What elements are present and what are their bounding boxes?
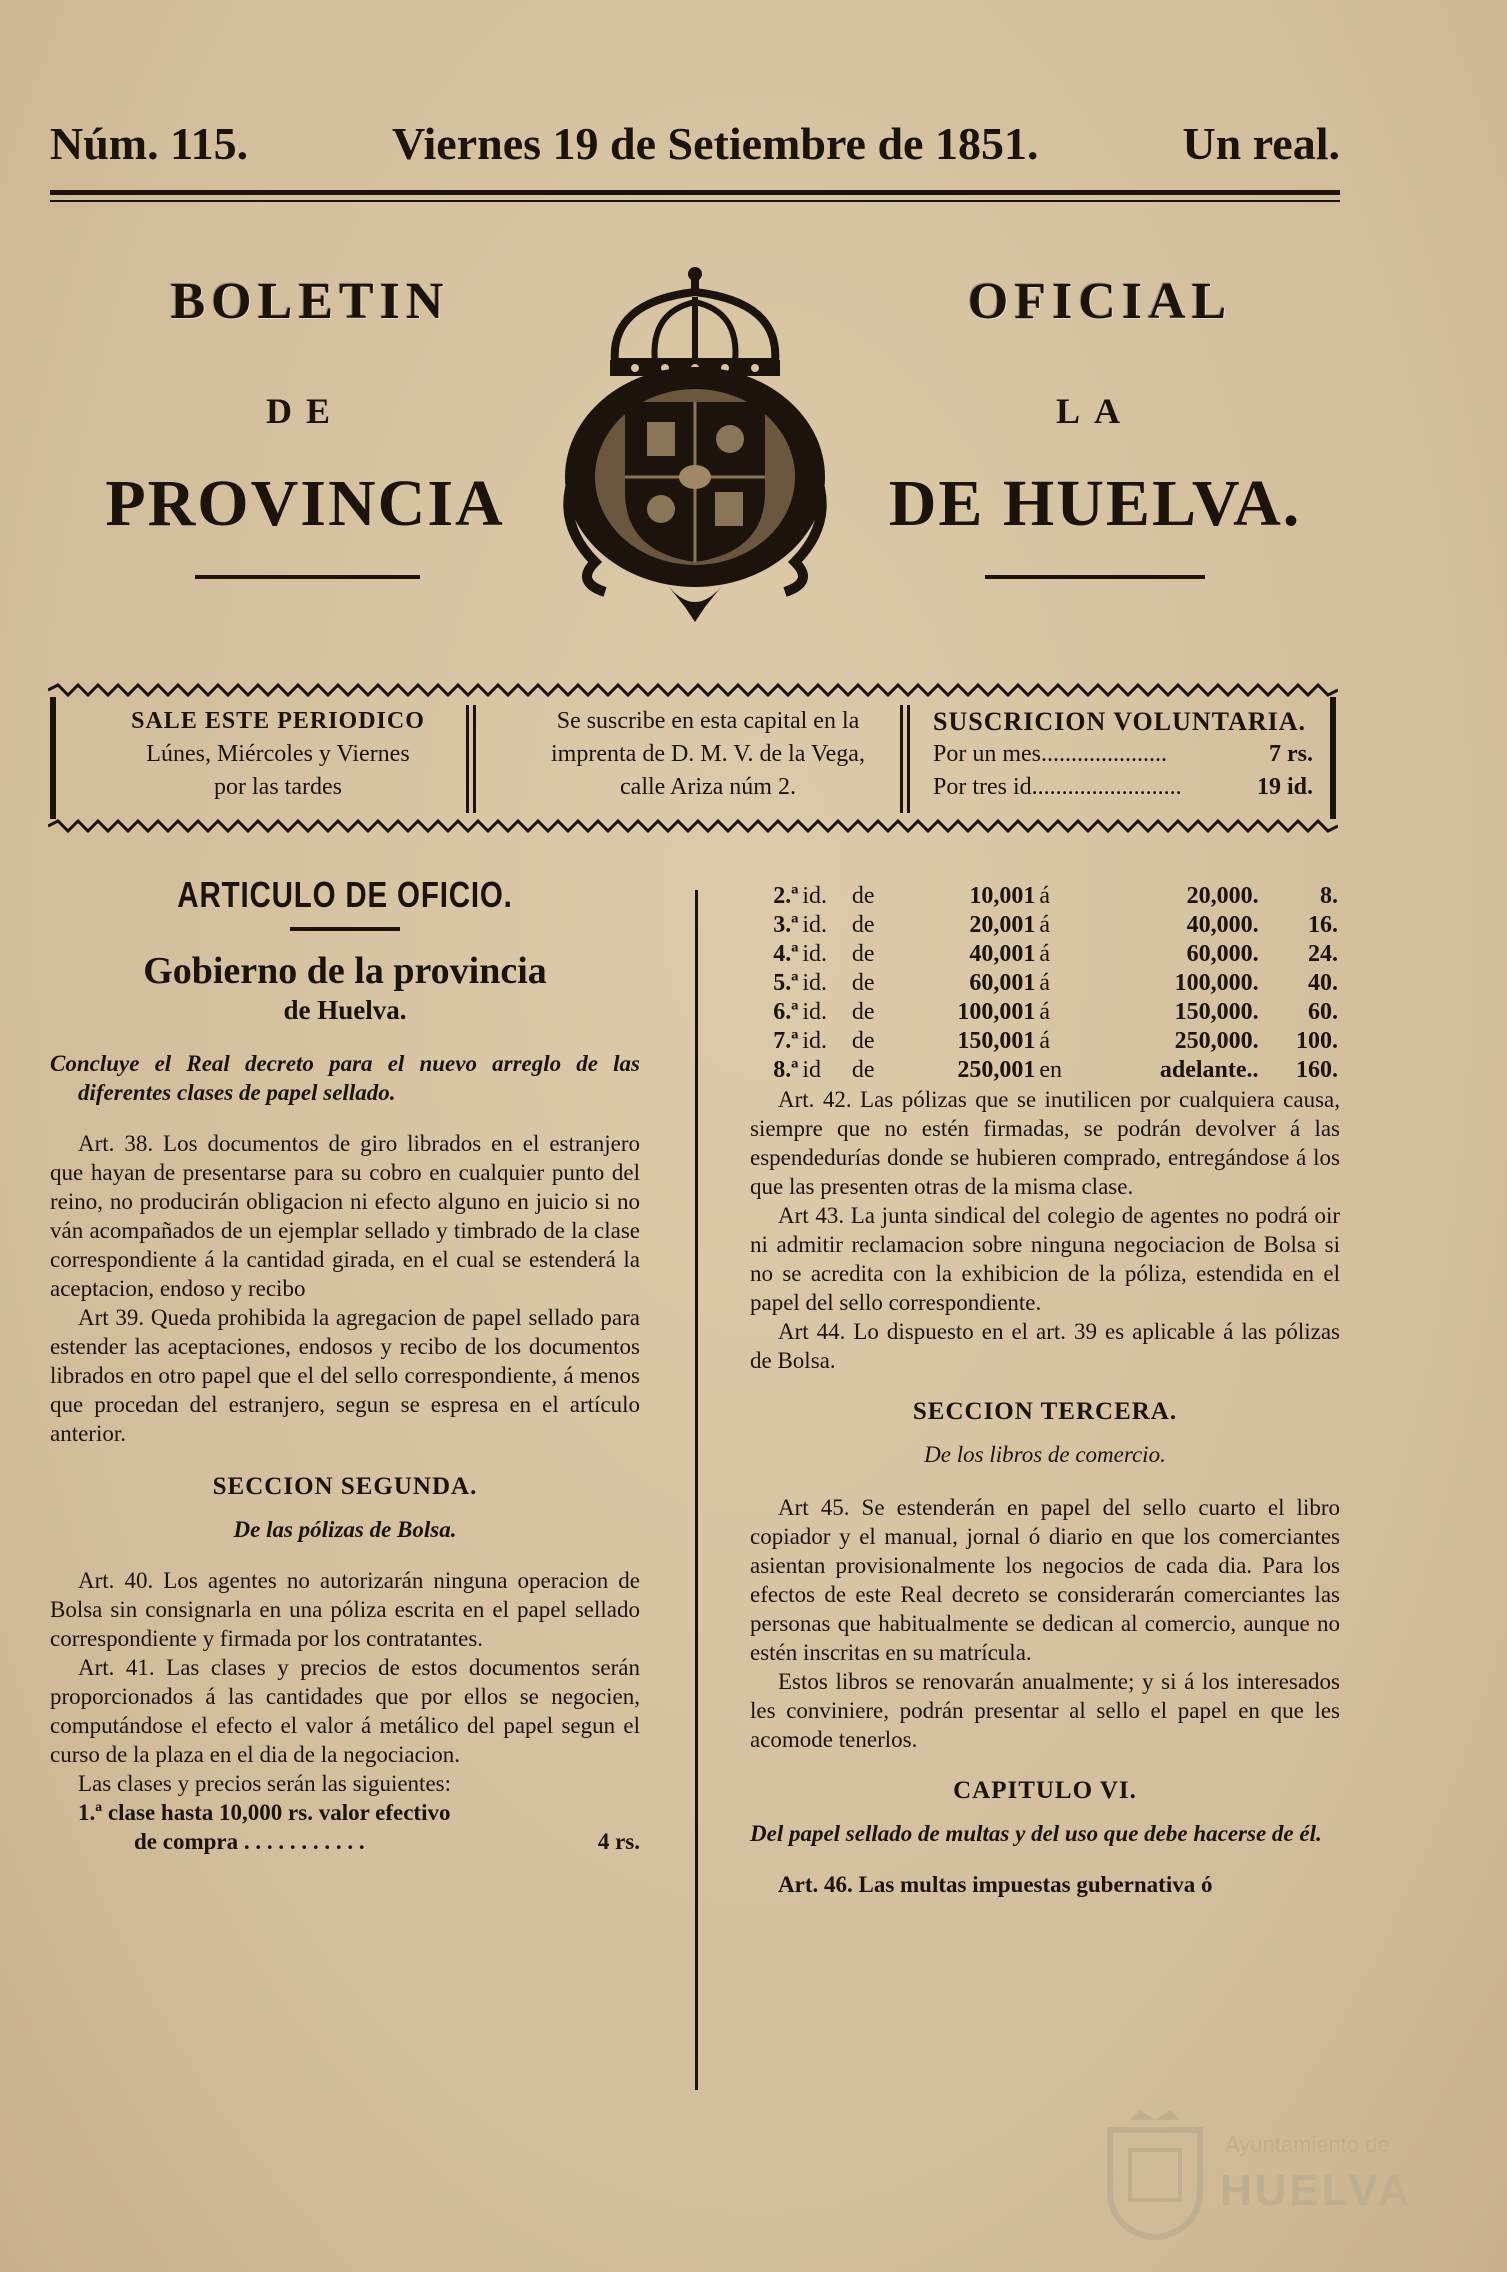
- rate-row: [750, 1056, 1340, 1085]
- rate-class: 5.ª: [773, 970, 799, 996]
- rate-class: 2.ª: [773, 883, 799, 909]
- rate-de: de: [851, 912, 875, 938]
- infobox-left-border: [50, 697, 56, 819]
- title-boletin: BOLETIN: [170, 273, 450, 330]
- rate-price: 60.: [1308, 999, 1338, 1025]
- zigzag-border-top: [48, 683, 1338, 697]
- rate-to: adelante..: [1159, 1057, 1259, 1083]
- rate-id: id.: [802, 912, 828, 938]
- decree-intro: Concluye el Real decreto para el nuevo arreglo de las diferentes clases de papel sellado.: [50, 1051, 640, 1105]
- rate-a: á: [1039, 883, 1051, 909]
- coat-of-arms-icon: [555, 262, 835, 622]
- rate-de: de: [851, 1028, 875, 1054]
- watermark-city: HUELVA: [1220, 2166, 1413, 2215]
- title-provincia: PROVINCIA: [105, 467, 505, 540]
- info-price-row-month: [933, 738, 1313, 771]
- price-value-month: 7 rs.: [1269, 741, 1313, 767]
- chapter-six-subheading: Del papel sellado de multas y del uso que debe hacerse de él.: [750, 1821, 1322, 1846]
- rate-id: id: [802, 1057, 822, 1083]
- infobox-right-border: [1330, 697, 1336, 819]
- rates-table: [750, 882, 1340, 1085]
- rate-de: de: [851, 1057, 875, 1083]
- article-44: Art 44. Lo dispuesto en el art. 39 es aplicable á las pólizas de Bolsa.: [750, 1319, 1340, 1373]
- rate-from: 40,001: [969, 941, 1036, 967]
- info-schedule-title: SALE ESTE PERIODICO: [131, 708, 425, 734]
- rate-to: 100,000.: [1174, 970, 1259, 996]
- rate-de: de: [851, 883, 875, 909]
- class-1-purchase: de compra . . . . . . . . . . .: [134, 1829, 365, 1854]
- title-la: LA: [1055, 391, 1134, 431]
- price-label-month: Por un mes.....................: [933, 741, 1167, 767]
- watermark-ayuntamiento: Ayuntamiento de: [1225, 2132, 1390, 2157]
- title-de: DE: [265, 391, 344, 431]
- right-column: [750, 882, 1340, 1899]
- rate-a: á: [1039, 970, 1051, 996]
- title-oficial: OFICIAL: [967, 273, 1233, 330]
- class-1-price-line: [50, 1827, 640, 1856]
- price-value-quarter: 19 id.: [1256, 774, 1313, 800]
- rate-id: id.: [802, 970, 828, 996]
- info-separator-1: [466, 705, 476, 813]
- class-1-price: 4 rs.: [597, 1829, 640, 1854]
- rate-a: á: [1039, 999, 1051, 1025]
- title-de-huelva: DE HUELVA.: [888, 467, 1302, 540]
- rate-from: 150,001: [957, 1028, 1036, 1054]
- article-45-continued: Estos libros se renovarán anualmente; y si á los interesados les conviniere, podrán presentar al sello el papel en que les acomode tenerlos.: [750, 1669, 1340, 1752]
- rate-a: á: [1039, 941, 1051, 967]
- rate-a: á: [1039, 1028, 1051, 1054]
- class-1-line: 1.ª clase hasta 10,000 rs. valor efectivo: [78, 1800, 451, 1825]
- title-ornament-right: [985, 575, 1205, 579]
- government-heading: Gobierno de la provincia: [143, 950, 547, 992]
- rate-row: [750, 911, 1340, 940]
- info-subscribe: [488, 705, 928, 804]
- info-prices-title: SUSCRICION VOLUNTARIA.: [933, 707, 1307, 736]
- article-heading: ARTICULO DE OFICIO.: [177, 874, 513, 915]
- rate-id: id.: [802, 1028, 828, 1054]
- rate-to: 150,000.: [1174, 999, 1259, 1025]
- rate-row: [750, 998, 1340, 1027]
- government-subheading: de Huelva.: [283, 995, 407, 1025]
- rate-id: id.: [802, 941, 828, 967]
- archive-watermark: [1100, 2110, 1440, 2240]
- section-two-subheading: De las pólizas de Bolsa.: [233, 1517, 457, 1542]
- price-label-quarter: Por tres id.........................: [933, 774, 1182, 800]
- rate-price: 16.: [1308, 912, 1338, 938]
- info-price-row-quarter: [933, 771, 1313, 804]
- info-subscribe-line1: Se suscribe en esta capital en la: [556, 708, 860, 734]
- rate-de: de: [851, 970, 875, 996]
- info-separator-2: [900, 705, 910, 813]
- rate-id: id.: [802, 999, 828, 1025]
- title-ornament-left: [195, 575, 420, 579]
- rate-a: á: [1039, 912, 1051, 938]
- rate-price: 40.: [1308, 970, 1338, 996]
- masthead-rule-thin: [50, 200, 1340, 202]
- info-schedule-days: Lúnes, Miércoles y Viernes: [146, 741, 410, 767]
- rate-class: 6.ª: [773, 999, 799, 1025]
- rate-class: 7.ª: [773, 1028, 799, 1054]
- info-schedule: [78, 705, 478, 804]
- rate-id: id.: [802, 883, 828, 909]
- section-three-heading: SECCION TERCERA.: [912, 1398, 1178, 1425]
- article-43: Art 43. La junta sindical del colegio de agentes no podrá oir ni admitir reclamacion sobre ninguna negociacion de Bolsa si no se acredita con la exhibicion de la póliza, estendida en el papel del sello correspondiente.: [750, 1203, 1340, 1315]
- article-40: Art. 40. Los agentes no autorizarán ninguna operacion de Bolsa sin consignarla en una póliza escrita en el papel sellado correspondiente y firmada por los contratantes.: [50, 1568, 640, 1651]
- column-divider: [695, 890, 698, 2090]
- article-39: Art 39. Queda prohibida la agregacion de papel sellado para estender las aceptaciones, endosos y recibo de los documentos librados en otro papel que el del sello correspondiente, á menos que procedan del estranjero, segun se espresa en el artículo anterior.: [50, 1305, 640, 1446]
- rate-row: [750, 882, 1340, 911]
- rate-to: 250,000.: [1174, 1028, 1259, 1054]
- article-41: Art. 41. Las clases y precios de estos documentos serán proporcionados á las cantidades que por ellos se negocien, computándose el efecto el valor á metálico del papel segun el curso de la plaza en el dia de la negociacion.: [50, 1655, 640, 1767]
- chapter-six-heading: CAPITULO VI.: [953, 1777, 1137, 1804]
- heading-rule: [290, 927, 400, 931]
- article-45: Art 45. Se estenderán en papel del sello cuarto el libro copiador y el manual, jornal ó diario en que los comerciantes asientan provisionalmente los negocios de cada dia. Para los efectos de este Real decreto se considerarán comerciantes las personas que habitualmente se dedican al comercio, aunque no estén inscritas en su matrícula.: [750, 1495, 1340, 1665]
- masthead-rule: [50, 190, 1340, 195]
- article-42: Art. 42. Las pólizas que se inutilicen por cualquiera causa, siempre que no estén firmadas, se podrán devolver á las espendedurías donde se hubieren comprado, entregándose á los que las presenten otras de la misma clase.: [750, 1087, 1340, 1199]
- section-three-subheading: De los libros de comercio.: [924, 1442, 1166, 1467]
- city-shield-icon: [1100, 2110, 1210, 2240]
- rate-to: 20,000.: [1186, 883, 1259, 909]
- left-column: [50, 874, 640, 1856]
- rate-de: de: [851, 941, 875, 967]
- rate-from: 10,001: [969, 883, 1036, 909]
- rate-class: 4.ª: [773, 941, 799, 967]
- issue-number: Núm. 115.: [50, 117, 249, 169]
- rate-from: 20,001: [969, 912, 1036, 938]
- issue-date: Viernes 19 de Setiembre de 1851.: [392, 117, 1039, 169]
- section-two-heading: SECCION SEGUNDA.: [212, 1473, 478, 1500]
- article-38: Art. 38. Los documentos de giro librados en el estranjero que hayan de presentarse para su cobro en cualquier punto del reino, no producirán obligacion ni efecto alguno en juicio si no ván acompañados de un ejemplar sellado y timbrado de la clase correspondiente á la cantidad girada, en el cual se estenderá la aceptacion, endoso y recibo: [50, 1131, 640, 1301]
- rate-from: 60,001: [969, 970, 1036, 996]
- classes-intro: Las clases y precios serán las siguientes:: [78, 1771, 451, 1796]
- rate-from: 250,001: [957, 1057, 1036, 1083]
- info-subscribe-line3: calle Ariza núm 2.: [620, 774, 796, 800]
- issue-price: Un real.: [1182, 117, 1340, 169]
- zigzag-border-bottom: [48, 819, 1338, 833]
- masthead: [50, 108, 1340, 178]
- rate-from: 100,001: [957, 999, 1036, 1025]
- rate-price: 8.: [1320, 883, 1338, 909]
- subscription-info-box: [48, 683, 1338, 833]
- info-schedule-time: por las tardes: [214, 774, 342, 800]
- rate-to: 60,000.: [1186, 941, 1259, 967]
- rate-row: [750, 940, 1340, 969]
- article-46: Art. 46. Las multas impuestas gubernativa ó: [778, 1872, 1213, 1897]
- rate-price: 24.: [1308, 941, 1338, 967]
- rate-to: 40,000.: [1186, 912, 1259, 938]
- rate-class: 3.ª: [773, 912, 799, 938]
- info-subscribe-line2: imprenta de D. M. V. de la Vega,: [551, 741, 865, 767]
- rate-price: 160.: [1296, 1057, 1338, 1083]
- info-prices: [933, 705, 1313, 804]
- rate-a: en: [1039, 1057, 1063, 1083]
- rate-row: [750, 969, 1340, 998]
- rate-class: 8.ª: [773, 1057, 799, 1083]
- rate-price: 100.: [1296, 1028, 1338, 1054]
- rate-row: [750, 1027, 1340, 1056]
- rate-de: de: [851, 999, 875, 1025]
